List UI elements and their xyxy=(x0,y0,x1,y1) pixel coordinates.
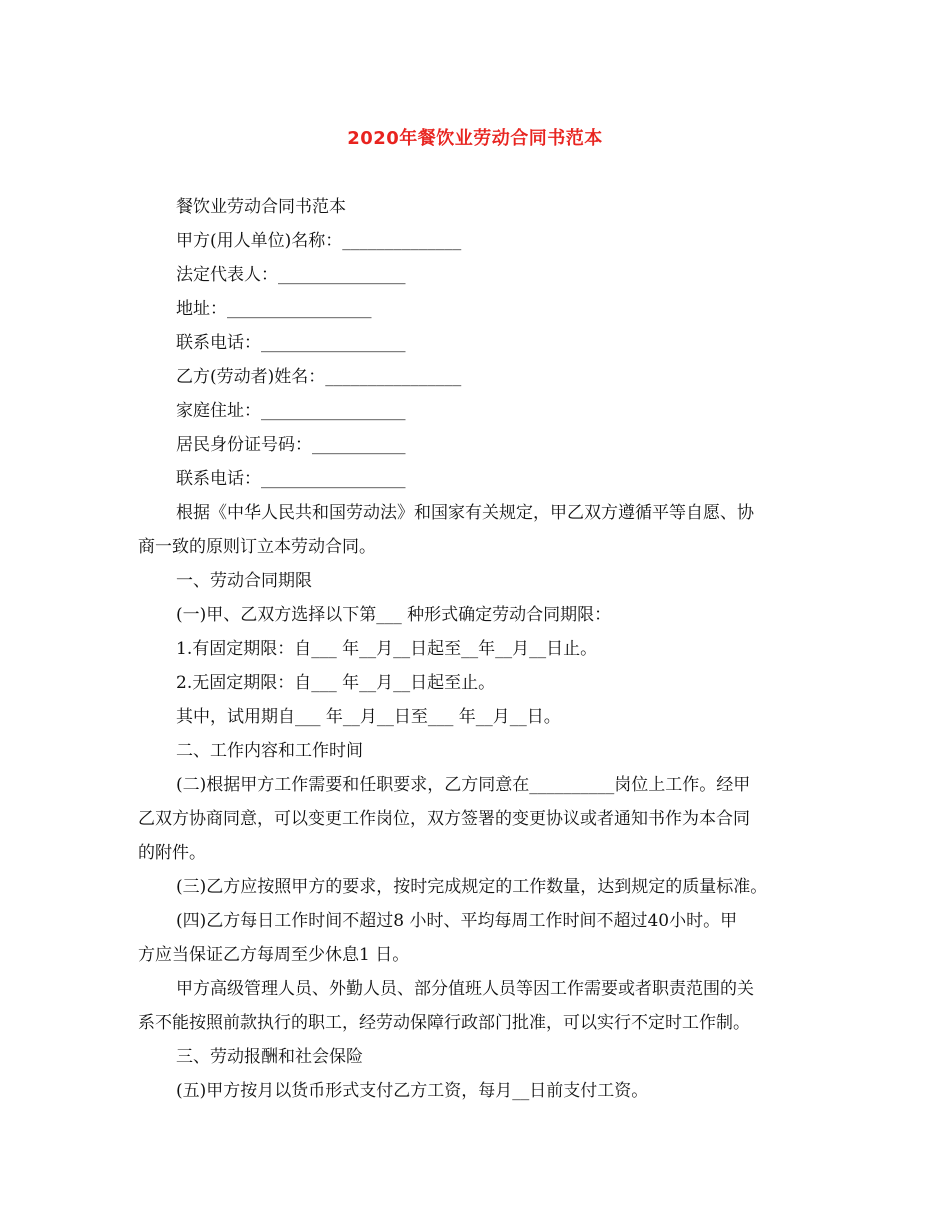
section-heading: 一、劳动合同期限 xyxy=(176,571,312,591)
paragraph-line: 乙方(劳动者)姓名：________________ xyxy=(176,367,462,387)
section-heading: 三、劳动报酬和社会保险 xyxy=(176,1047,363,1067)
paragraph-line: (五)甲方按月以货币形式支付乙方工资，每月__日前支付工资。 xyxy=(176,1081,649,1101)
paragraph-line: 方应当保证乙方每周至少休息1 日。 xyxy=(138,945,410,965)
paragraph-line: 甲方高级管理人员、外勤人员、部分值班人员等因工作需要或者职责范围的关 xyxy=(176,979,754,999)
paragraph-line: 其中，试用期自___ 年__月__日至___ 年__月__日。 xyxy=(176,707,561,727)
paragraph-line: 联系电话：_________________ xyxy=(176,333,406,353)
paragraph-line: (四)乙方每日工作时间不超过8 小时、平均每周工作时间不超过40小时。甲 xyxy=(176,911,738,931)
paragraph-line: (三)乙方应按照甲方的要求，按时完成规定的工作数量，达到规定的质量标准。 xyxy=(176,877,768,897)
section-heading: 二、工作内容和工作时间 xyxy=(176,741,363,761)
paragraph-line: 乙双方协商同意，可以变更工作岗位，双方签署的变更协议或者通知书作为本合同 xyxy=(138,809,750,829)
document-title: 2020年餐饮业劳动合同书范本 xyxy=(347,128,603,149)
paragraph-line: 商一致的原则订立本劳动合同。 xyxy=(138,537,376,557)
paragraph-line: 法定代表人：_______________ xyxy=(176,265,406,285)
paragraph-line: 根据《中华人民共和国劳动法》和国家有关规定，甲乙双方遵循平等自愿、协 xyxy=(176,503,754,523)
paragraph-line: 居民身份证号码：___________ xyxy=(176,435,406,455)
document-body xyxy=(138,190,828,1108)
paragraph-line: 甲方(用人单位)名称：______________ xyxy=(176,231,462,251)
paragraph-line: 系不能按照前款执行的职工，经劳动保障行政部门批准，可以实行不定时工作制。 xyxy=(138,1013,750,1033)
paragraph-line: 1.有固定期限：自___ 年__月__日起至__年__月__日止。 xyxy=(176,639,598,659)
paragraph-line: 家庭住址：_________________ xyxy=(176,401,406,421)
paragraph-line: (一)甲、乙双方选择以下第___ 种形式确定劳动合同期限： xyxy=(176,605,612,625)
paragraph-line: 联系电话：_________________ xyxy=(176,469,406,489)
paragraph-line: 2.无固定期限：自___ 年__月__日起至止。 xyxy=(176,673,496,693)
paragraph-line: 地址：_________________ xyxy=(176,299,372,319)
paragraph-line: (二)根据甲方工作需要和任职要求，乙方同意在__________岗位上工作。经甲 xyxy=(176,775,751,795)
paragraph-line: 的附件。 xyxy=(138,843,206,863)
paragraph-line: 餐饮业劳动合同书范本 xyxy=(176,197,346,217)
